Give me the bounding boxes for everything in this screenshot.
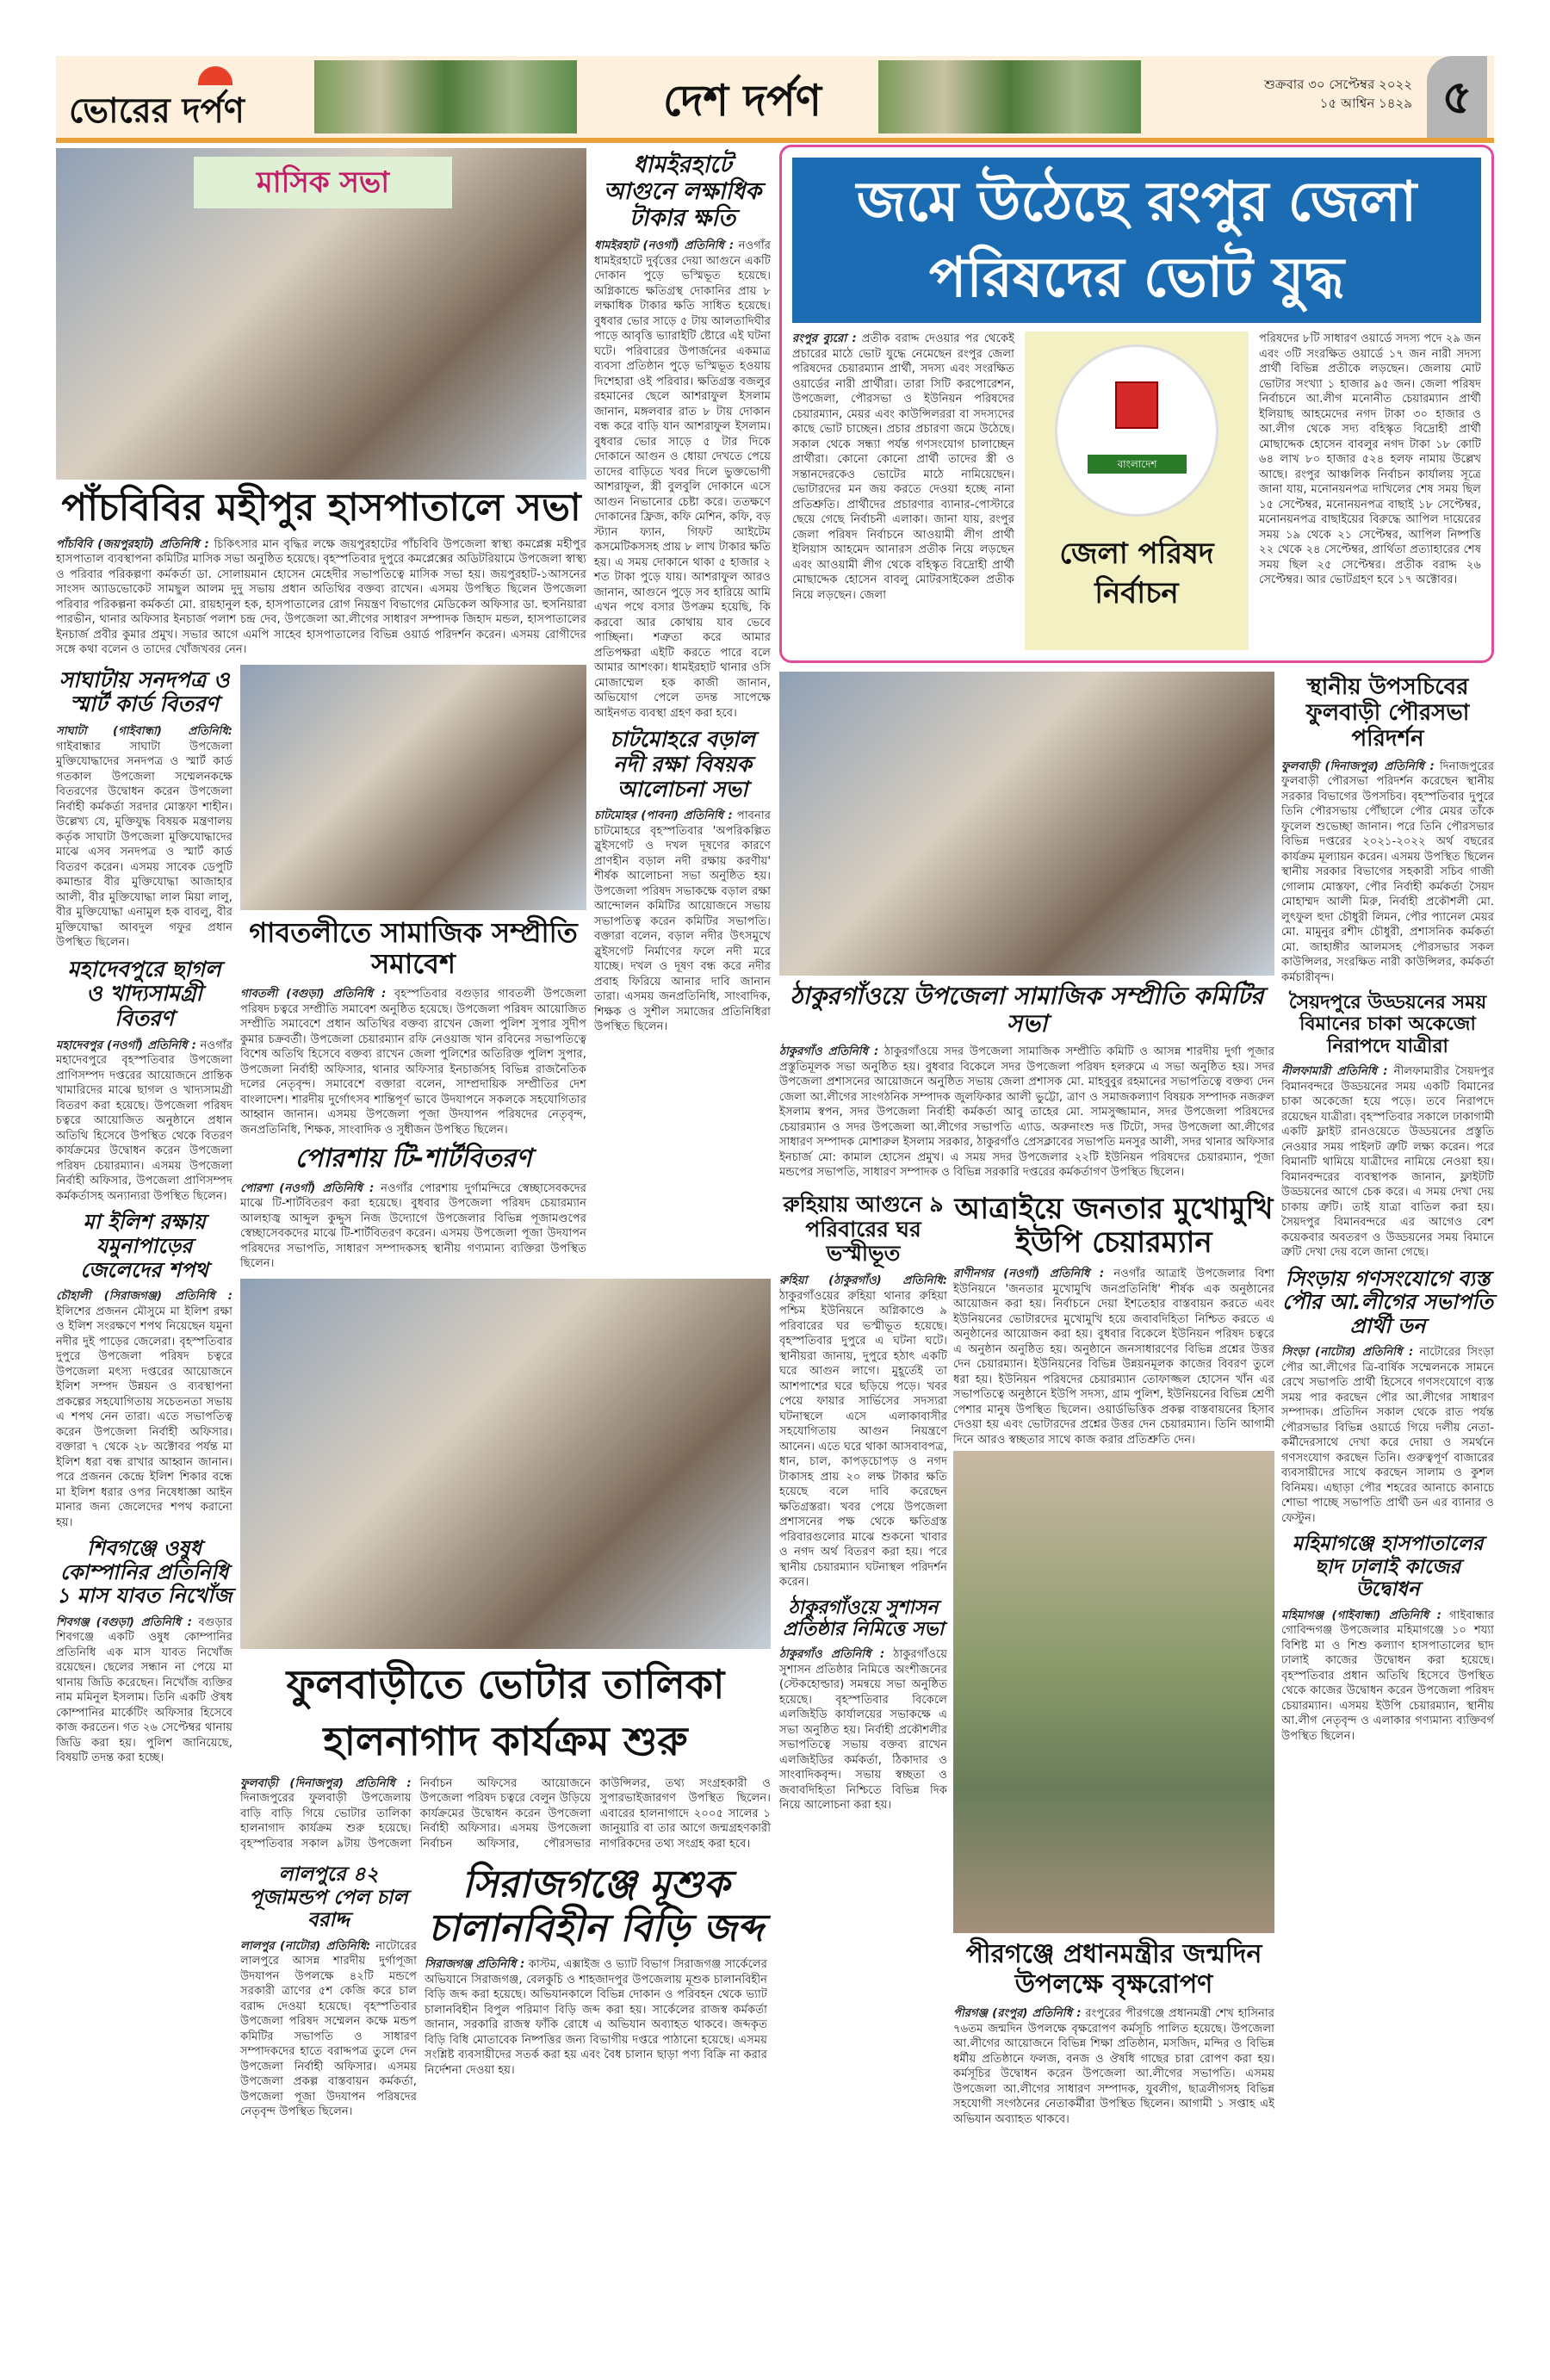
- article-body: চাটমোহর (পাবনা) প্রতিনিধি : পাবনার চাটমোহরে বৃহস্পতিবার 'অপরিকল্পিত স্লুইসগেট ও দখল দূষণের কারণে প্রাণহীন বড়াল নদী রক্ষায় করণীয়' শীর্ষক আলোচনা সভা অনুষ্ঠিত হয়। উপজেলা পরিষদ সভাকক্ষে বড়াল রক্ষা আন্দোলন কমিটির আয়োজনে সভায় সভাপতিত্ব করেন কমিটির সভাপতি। বক্তারা বলেন, বড়াল নদীর উৎসমুখে স্লুইসগেট নির্মাণের ফলে নদী মরে যাচ্ছে। দখল ও দূষণ বন্ধ করে নদীর প্রবাহ ফিরিয়ে আনার দাবি জানান তারা। এসময় জনপ্রতিনিধি, সাংবাদিক, শিক্ষক ও সুশীল সমাজের প্রতিনিধিরা উপস্থিত ছিলেন।: [594, 809, 771, 1034]
- article-body: রুহিয়া (ঠাকুরগাঁও) প্রতিনিধি: ঠাকুরগাঁওয়ের রুহিয়া থানার রুহিয়া পশ্চিম ইউনিয়নে অগ্নিকাণ্ডে ৯ পরিবারের ঘর ভস্মীভূত হয়েছে। বৃহস্পতিবার দুপুরে এ ঘটনা ঘটে। স্থানীয়রা জানায়, দুপুরে হঠাৎ একটি ঘরে আগুন লাগে। মুহূর্তেই তা আশপাশের ঘরে ছড়িয়ে পড়ে। খবর পেয়ে ফায়ার সার্ভিসের সদস্যরা ঘটনাস্থলে এসে এলাকাবাসীর সহযোগিতায় আগুন নিয়ন্ত্রণে আনেন। এতে ঘরে থাকা আসবাবপত্র, ধান, চাল, কাপড়চোপড় ও নগদ টাকাসহ প্রায় ২০ লক্ষ টাকার ক্ষতি হয়েছে বলে দাবি করেছেন ক্ষতিগ্রস্তরা। খবর পেয়ে উপজেলা প্রশাসনের পক্ষ থেকে ক্ষতিগ্রস্ত পরিবারগুলোর মাঝে শুকনো খাবার ও নগদ অর্থ বিতরণ করা হয়। পরে স্থানীয় চেয়ারম্যান ঘটনাস্থল পরিদর্শন করেন।: [779, 1274, 947, 1590]
- headline: গাবতলীতে সামাজিক সম্প্রীতি সমাবেশ: [249, 915, 578, 981]
- article-body: পোরশা (নওগাঁ) প্রতিনিধি : নওগাঁর পোরশায় দুর্গামন্দিরে স্বেচ্ছাসেবকদের মাঝে টি-শার্টবিতরণ করা হয়েছে। বুধবার উপজেলা পরিষদ চেয়ারম্যান আলহাজ্ব আব্দুল কুদ্দুস নিজ উদ্যোগে উপজেলার বিভিন্ন পূজামণ্ডপের স্বেচ্ছাসেবকদের মাঝে টি-শার্টবিতরণ করেন। এসময় উপজেলা পূজা উদযাপন পরিষদের সভাপতি, সাধারণ সম্পাদকসহ স্থানীয় গণ্যমান্য ব্যক্তিরা উপস্থিত ছিলেন।: [240, 1181, 586, 1271]
- headline: ফুলবাড়ীতে ভোটার তালিকা হালনাগাদ কার্যক্রম শুরু: [286, 1660, 725, 1764]
- ballot-box-icon: [1115, 381, 1158, 429]
- headline: চাটমোহরে বড়াল নদী রক্ষা বিষয়ক আলোচনা সভা: [610, 727, 755, 802]
- lower-left-block: [240, 1279, 771, 2120]
- banner-text: মাসিক সভা: [194, 157, 452, 208]
- article-body: শিবগঞ্জ (বগুড়া) প্রতিনিধি : বগুড়ার শিবগঞ্জে একটি ওষুধ কোম্পানির প্রতিনিধি এক মাস যাবত নিখোঁজ রয়েছেন। ছেলের সন্ধান না পেয়ে মা থানায় জিডি করেছেন। নিখোঁজ ব্যক্তির নাম মমিনুল ইসলাম। তিনি একটি ঔষধ কোম্পানির মার্কেটিং অফিসার হিসেবে কাজ করতেন। গত ২৬ সেপ্টেম্বর থানায় জিডি করা হয়। পুলিশ জানিয়েছে, বিষয়টি তদন্ত করা হচ্ছে।: [56, 1615, 232, 1765]
- headline: পাঁচবিবির মহীপুর হাসপাতালে সভা: [61, 486, 581, 530]
- headline: মহাদেবপুরে ছাগল ও খাদ্যসামগ্রী বিতরণ: [67, 956, 221, 1032]
- headline: আত্রাইয়ে জনতার মুখোমুখি ইউপি চেয়ারম্যান: [954, 1191, 1274, 1260]
- headline: লালপুরে ৪২ পূজামন্ডপ পেল চাল বরাদ্দ: [249, 1863, 408, 1932]
- rally-photo: [240, 665, 586, 910]
- right-column: [1281, 672, 1494, 1744]
- article-body: নীলফামারী প্রতিনিধি : নীলফামারীর সৈয়দপুর বিমানবন্দরে উড্ডয়নের সময় একটি বিমানের চাকা অকেজো হয়ে পড়ে। তবে নিরাপদে রয়েছেন যাত্রীরা। বৃহস্পতিবার সকালে ঢাকাগামী একটি ফ্লাইট রানওয়েতে উড্ডয়নের প্রস্তুতি নেওয়ার সময় পাইলট ত্রুটি লক্ষ্য করেন। পরে বিমানটি থামিয়ে যাত্রীদের নামিয়ে নেওয়া হয়। বিমানবন্দরের ব্যবস্থাপক জানান, ফ্লাইটটি উড্ডয়নের আগে চেক করে। এ সময় দেখা দেয় চাকায় ত্রুটি। তাই যাত্রা বাতিল করা হয়। সৈয়দপুর বিমানবন্দরে এর আগেও বেশ কয়েকবার অবতরণ ও উড্ডয়নের সময় বিমানে ত্রুটি দেখা দেয় বলে জানা গেছে।: [1281, 1065, 1494, 1260]
- story-sirajganj: [425, 1860, 767, 2078]
- right-middle-row: [779, 1189, 1274, 2127]
- headline: ঠাকুরগাঁওয়ে সুশাসন প্রতিষ্ঠার নিমিত্তে সভা: [782, 1596, 945, 1640]
- header-photo-strip: [878, 60, 1141, 133]
- column-ruhiya: [779, 1189, 947, 1813]
- story-lalpur: [240, 1860, 417, 2119]
- lead-story-box: [779, 145, 1494, 663]
- article-body: লালপুর (নাটোর) প্রতিনিধি: নাটোরের লালপুরে আসন্ন শারদীয় দুর্গাপূজা উদযাপন উপলক্ষে ৪২টি মন্ডপে সরকারী ত্রাণের ৫শ কেজি করে চাল বরাদ্দ দেওয়া হয়েছে। বৃহস্পতিবার উপজেলা পরিষদ সম্মেলন কক্ষে মন্ডপ কমিটির সভাপতি ও সাধারণ সম্পাদকদের হাতে বরাদ্দপত্র তুলে দেন উপজেলা নির্বাহী অফিসার। এসময় উপজেলা প্রকল্প বাস্তবায়ন কর্মকর্তা, উপজেলা পূজা উদযাপন পরিষদের নেতৃবৃন্দ উপস্থিত ছিলেন।: [240, 1939, 417, 2118]
- group-photo: [240, 1279, 771, 1649]
- emblem-circle: [1055, 344, 1218, 517]
- header-divider: [56, 138, 1494, 143]
- article-body: পাঁচবিবি (জয়পুরহাট) প্রতিনিধি : চিকিৎসার মান বৃদ্ধির লক্ষে জয়পুরহাটের পাঁচবিবি উপজেলা স্বাস্থ্য কমপ্লেক্স মহীপুর হাসপাতাল ব্যবস্থাপনা কমিটির মাসিক সভা অনুষ্ঠিত হয়েছে। বৃহস্পতিবার দুপুরে কমপ্লেক্সের অডিটরিয়ামে উপজেলা স্বাস্থ্য ও পরিবার পরিকল্পণা কর্মকর্তা ডা. সোলায়মান হোসেন মেহেদীর সভাপতিত্বে মাসিক সভা হয়। জয়পুরহাট-১আসনের সাংসদ অ্যাডভোকেট সামছুল আলম দুদু সভায় প্রধান অতিথির বক্তব্য রাখেন। এসময় উপস্থিত ছিলেন উপজেলা পরিবার পরিকল্পনা কর্মকর্তা মো. রায়হানুল হক, হাসপাতালের রোগ নিয়ন্ত্রণ বিভাগের মেডিকেল অফিসার ডা. হুসনিয়ারা পারভীন, থানার অফিসার ইনচার্জ পলাশ চন্দ্র দেব, উপজেলা আ.লীগের সাধারণ সম্পাদক জিহাদ মন্ডল, হাসপাতালের ইনচার্জ প্রবীর কুমার প্রমুখ। সভার আগে এমপি সাহেব হাসপাতালের বিভিন্ন ওয়ার্ড পরিদর্শন করেন। এসময় রোগীদের সঙ্গে কথা বলেন ও তাদের খোঁজখবর নেন।: [56, 537, 586, 657]
- column-a: [56, 665, 232, 1766]
- headline: পীরগঞ্জে প্রধানমন্ত্রীর জন্মদিন উপলক্ষে বৃক্ষরোপণ: [965, 1939, 1262, 1999]
- headline: ধামইরহাটে আগুনে লক্ষাধিক টাকার ক্ষতি: [603, 152, 762, 232]
- article-body: রাণীনগর (নওগাঁ) প্রতিনিধি : নওগাঁর আত্রাই উপজেলার বিশা ইউনিয়নে 'জনতার মুখোমুখি জনপ্রতিনিধি' শীর্ষক এক অনুষ্ঠানের আয়োজন করা হয়। নির্বাচনে দেয়া ইশতেহার বাস্তবায়ন করতে এবং ইউনিয়নের ভোটারদের মুখোমুখি হয়ে জবাবদিহিতা নিশ্চিত করতে এ অনুষ্ঠানের আয়োজন করা হয়। বুধবার বিকেলে ইউনিয়ন পরিষদ চত্বরে এ অনুষ্ঠান অনুষ্ঠিত হয়। অনুষ্ঠানে জনসাধারণের বিভিন্ন প্রশ্নের উত্তর দেন চেয়ারম্যান। ইউনিয়নের বিভিন্ন উন্নয়নমূলক কাজের বিবরণ তুলে ধরা হয়। ইউনিয়ন পরিষদের চেয়ারম্যান তোফাজ্জল হোসেন খাঁন এর সভাপতিত্বে অনুষ্ঠানে ইউপি সদস্য, গ্রাম পুলিশ, ইউনিয়নের বিভিন্ন শ্রেণী পেশার মানুষ উপস্থিত ছিলেন। ওয়ার্ডভিত্তিক প্রকল্প বাস্তবায়নের হিসাব দেওয়া হয় এবং ভোটারদের প্রশ্নের উত্তর দেন চেয়ারম্যান। তিনি আগামী দিনে আরও স্বচ্ছতার সাথে কাজ করার প্রতিশ্রুতি দেন।: [953, 1267, 1274, 1447]
- page-number: ৫: [1427, 56, 1487, 138]
- story-panchbibi: [56, 148, 586, 658]
- election-commission-emblem: [1025, 332, 1249, 650]
- emblem-ribbon: বাংলাদেশ: [1088, 455, 1187, 474]
- headline: সাঘাটায় সনদপত্র ও স্মার্ট কার্ড বিতরণ: [59, 666, 230, 717]
- sun-icon: [198, 66, 232, 85]
- headline: সৈয়দপুরে উড্ডয়নের সময় বিমানের চাকা অকেজো নিরাপদে যাত্রীরা: [1288, 992, 1487, 1057]
- article-body: ফুলবাড়ী (দিনাজপুর) প্রতিনিধি : দিনাজপুরের ফুলবাড়ী উপজেলায় বাড়ি বাড়ি গিয়ে ভোটার তালিকা হালনাগাদ কার্যক্রম শুরু হয়েছে। বৃহস্পতিবার সকাল ৯টায় উপজেলা নির্বাচন অফিসের আয়োজনে উপজেলা পরিষদ চত্বরে বেলুন উড়িয়ে কার্যক্রমের উদ্বোধন করেন উপজেলা নির্বাহী অফিসার। এসময় উপজেলা নির্বাচন অফিসার, পৌরসভার কাউন্সিলর, তথ্য সংগ্রহকারী ও সুপারভাইজারগণ উপস্থিত ছিলেন। এবারের হালনাগাদে ২০০৫ সালের ১ জানুয়ারি বা তার আগে জন্মগ্রহণকারী নাগরিকদের তথ্য সংগ্রহ করা হবে।: [240, 1776, 771, 1850]
- column-atrai: [953, 1189, 1274, 2127]
- article-body: ঠাকুরগাঁও প্রতিনিধি : ঠাকুরগাঁওয়ে সদর উপজেলা সামাজিক সম্প্রীতি কমিটি ও আসন্ন শারদীয় দুর্গা পূজার প্রস্তুতিমূলক সভা অনুষ্ঠিত হয়। বুধবার বিকেলে সদর উপজেলা পরিষদ হলরুমে এ সভা অনুষ্ঠিত হয়। সদর উপজেলা প্রশাসনের আয়োজনে অনুষ্ঠিত সভায় জেলা প্রশাসক মো. মাহবুবুর রহমানের সভাপতিত্বে বক্তব্য দেন জেলা আ.লীগের সাংগঠনিক সম্পাদক জুলফিকার আলী ভুট্টো, ত্রাণ ও সমাজকল্যাণ বিষয়ক সম্পাদক নজরুল ইসলাম স্বপন, সদর উপজেলা নির্বাহী কর্মকর্তা আবু তাহের মো. সামসুজ্জামান, সদর উপজেলা পরিষদের চেয়ারম্যান ও সদর উপজেলা আ.লীগের সভাপতি এ্যাড. অরুনাংশু দত্ত টিটো, সদর উপজেলা আ.লীগের সাধারণ সম্পাদক মোশারুল ইসলাম সরকার, ঠাকুরগাঁও প্রেসক্লাবের সভাপতি মনসুর আলী, সদর থানার অফিসার ইনচার্জ মো: কামাল হোসেন প্রমুখ। এ সময় সদর উপজেলার ২২টি ইউনিয়ন পরিষদের চেয়ারম্যান, পূজা মন্ডপের সভাপতি, সাধারণ সম্পাদক ও বিভিন্ন সরকারি দপ্তরের কর্মকর্তাগণ উপস্থিত ছিলেন।: [779, 1045, 1274, 1180]
- article-body: ধামইরহাট (নওগাঁ) প্রতিনিধি : নওগাঁর ধামইরহাটে দুর্বৃত্তের দেয়া আগুনে একটি দোকান পুড়ে ভস্মিভূত হয়েছে। অগ্নিকান্ডে ক্ষতিগ্রস্থ দোকানির প্রায় ৮ লক্ষাধিক টাকার ক্ষতি সাধিত হয়েছে। বুধবার ভোর সাড়ে ৫ টায় আলতাদিঘীর পাড়ে আবৃত্তি ভ্যারাইটি ষ্টোরে এই ঘটনা ঘটে। পরিবারের উপার্জনের একমাত্র ব্যবসা প্রতিষ্ঠান পুড়ে ভস্মিভূত হওয়ায় দিশেহারা ওই পরিবার। ক্ষতিগ্রস্ত বজলুর রহমানের ছেলে আশরাফুল ইসলাম জানান, মঙ্গলবার রাত ৮ টায় দোকান বন্ধ করে বাড়ি যান আশরাফুল ইসলাম। বুধবার ভোর সাড়ে ৫ টার দিকে দোকানে আগুন ও ধোয়া দেখতে পেয়ে তাদের বাড়িতে খবর দিলে ভুক্তভোগী আশরাফুল, স্ত্রী বুলবুলি দোকানে এসে আগুন নিভানোর চেষ্টা করে। ততক্ষণে দোকানের ফ্রিজ, কফি মেশিন, কফি, বড় স্ট্যান ফ্যান, গিফট আইটেম কসমেটিকসসহ প্রায় ৮ লাখ টাকার ক্ষতি হয়। এ সময় দোকানে থাকা ৫ হাজার ২ শত টাকা পুড়ে যায়। আশরাফুল আরও জানান, আগুনে পুড়ে সব হারিয়ে আমি এখন পথে বসার উপক্রম হয়েছি, কি করবো আর কোথায় যাব ভেবে পাচ্ছিনা। শত্রুতা করে আমার প্রতিপক্ষরা এইটি করতে পারে বলে আমার আশংকা। ধামইরহাট থানার ওসি মোজাম্মেল হক কাজী জানান, অভিযোগ পেলে তদন্ত সাপেক্ষে আইনগত ব্যবস্থা গ্রহণ করা হবে।: [594, 239, 771, 720]
- headline: শিবগঞ্জে ওষুধ কোম্পানির প্রতিনিধি ১ মাস যাবত নিখোঁজ: [56, 1536, 232, 1608]
- article-body: মহাদেবপুর (নওগাঁ) প্রতিনিধি : নওগাঁর মহাদেবপুরে বৃহস্পতিবার উপজেলা প্রাণিসম্পদ দপ্তরের আয়োজনে প্রান্তিক খামারিদের মাঝে ছাগল ও খাদ্যসামগ্রী বিতরণ করা হয়েছে। উপজেলা পরিষদ চত্বরে আয়োজিত অনুষ্ঠানে প্রধান অতিথি হিসেবে উপস্থিত থেকে বিতরণ কার্যক্রমের উদ্বোধন করেন উপজেলা পরিষদ চেয়ারম্যান। এসময় উপজেলা নির্বাহী অফিসার, উপজেলা প্রাণিসম্পদ কর্মকর্তাসহ অন্যান্যরা উপস্থিত ছিলেন।: [56, 1038, 232, 1203]
- lead-headline: জমে উঠেছে রংপুর জেলা পরিষদের ভোট যুদ্ধ: [792, 158, 1481, 323]
- article-body: সিরাজগঞ্জ প্রতিনিধি : কাস্টম, এক্সাইজ ও ভ্যাট বিভাগ সিরাজগঞ্জ সার্কেলের অভিযানে সিরাজগঞ্জ, বেলকুচি ও শাহজাদপুর উপজেলায় মূশুক চালানবিহীন বিড়ি জব্দ করা হয়েছে। অভিযানকালে বিভিন্ন দোকান ও পরিবহন থেকে ভ্যাট চালানবিহীন বিপুল পরিমাণ বিড়ি জব্দ করা হয়। সার্কেলের রাজস্ব কর্মকর্তা জানান, সরকারি রাজস্ব ফাঁকি রোধে এ অভিযান অব্যাহত থাকবে। জব্দকৃত বিড়ি বিধি মোতাবেক নিষ্পত্তির জন্য বিভাগীয় দপ্তরে পাঠানো হয়েছে। এসময় সংশ্লিষ্ট ব্যবসায়ীদের সতর্ক করা হয় এবং বৈধ চালান ছাড়া পণ্য বিক্রি না করার নির্দেশনা দেওয়া হয়।: [425, 1958, 768, 2077]
- left-section: [56, 148, 771, 2120]
- article-body: চৌহালী (সিরাজগঞ্জ) প্রতিনিধি : ইলিশের প্রজনন মৌসুমে মা ইলিশ রক্ষা ও ইলিশ সংরক্ষণে শপথ নিয়েছেন যমুনা নদীর দুই পাড়ের জেলেরা। বৃহস্পতিবার দুপুরে উপজেলা পরিষদ চত্বরে উপজেলা মৎস্য দপ্তরের আয়োজনে ইলিশ সম্পদ উন্নয়ন ও ব্যবস্থাপনা প্রকল্পের সহযোগিতায় সচেতনতা সভায় এ শপথ নেন তারা। এতে সভাপতিত্ব করেন উপজেলা নির্বাহী অফিসার। বক্তারা ৭ থেকে ২৮ অক্টোবর পর্যন্ত মা ইলিশ ধরা বন্ধ রাখার আহ্বান জানান। পরে প্রজনন কেন্দ্রে ইলিশ শিকার বন্ধে মা ইলিশ ধরার ওপর নিষেধাজ্ঞা আইন মানার জন্য জেলেদের শপথ করানো হয়।: [56, 1290, 232, 1529]
- article-body: ঠাকুরগাঁও প্রতিনিধি : ঠাকুরগাঁওয়ে সুশাসন প্রতিষ্ঠার নিমিত্তে অংশীজনের (স্টেকহোল্ডার) সমন্বয়ে সভা অনুষ্ঠিত হয়েছে। বৃহস্পতিবার বিকেলে এলজিইডি কার্যালয়ের সভাকক্ষে এ সভা অনুষ্ঠিত হয়। নির্বাহী প্রকৌশলীর সভাপতিত্বে সভায় বক্তব্য রাখেন এলজিইডির কর্মকর্তা, ঠিকাদার ও সাংবাদিকবৃন্দ। সভায় স্বচ্ছতা ও জবাবদিহিতা নিশ্চিতে বিভিন্ন দিক নিয়ে আলোচনা করা হয়।: [779, 1648, 947, 1813]
- article-body: পরিষদের ৮টি সাধারণ ওয়ার্ডে সদস্য পদে ২৯ জন এবং ৩টি সংরক্ষিত ওয়ার্ডে ১৭ জন নারী সদস্য প্রার্থী বিভিন্ন প্রতীকে লড়ছেন। জেলায় মোট ভোটার সংখ্যা ১ হাজার ৯৫ জন। জেলা পরিষদ নির্বাচনে আ.লীগ মনোনীত চেয়ারম্যান প্রার্থী ইলিয়াছ আহমেদের নগদ টাকা ৩০ হাজার ও আ.লীগ থেকে সদ্য বহিস্কৃত বিদ্রোহী প্রার্থী মোছাদ্দেক হোসেন বাবলুর নগদ টাকা ১৮ কোটি ৬৪ লাখ ৮০ হাজার ৫২৪ হলফ নামায় উল্লেখ আছে। রংপুর আঞ্চলিক নির্বাচন কার্যালয় সূত্রে জানা যায়, মনোনয়নপত্র দাখিলের শেষ সময় ছিল ১৫ সেপ্টেম্বর, মনোনয়নপত্র বাছাই ১৮ সেপ্টেম্বর, মনোনয়নপত্র বাছাইয়ের বিরুদ্ধে আপিল দায়েরের সময় ১৯ থেকে ২১ সেপ্টেম্বর, আপিল নিষ্পত্তি ২২ থেকে ২৪ সেপ্টেম্বর, প্রার্থিতা প্রত্যাহারের শেষ সময় ছিল ২৫ সেপ্টেম্বর। প্রতীক বরাদ্দ ২৬ সেপ্টেম্বর। আর ভোটগ্রহণ হবে ১৭ অক্টোবর।: [1259, 332, 1481, 586]
- article-body: ফুলবাড়ী (দিনাজপুর) প্রতিনিধি : দিনাজপুরের ফুলবাড়ী পৌরসভা পরিদর্শন করেছেন স্থানীয় সরকার বিভাগের উপসচিব। বৃহস্পতিবার দুপুরে তিনি পৌরসভায় পৌঁছালে পৌর মেয়র তাঁকে ফুলেল শুভেচ্ছা জানান। পরে তিনি পৌরসভার বিভিন্ন দপ্তরের ২০২১-২০২২ অর্থ বছরের কার্যক্রম মূল্যায়ন করেন। এসময় উপস্থিত ছিলেন স্থানীয় সরকার বিভাগের সহকারী সচিব গাজী গোলাম মোস্তফা, পৌর নির্বাহী কর্মকর্তা সৈয়দ মোহাম্মদ আলী মিরু, নির্বাহী প্রকৌশলী মো. লুৎফুল হুদা চৌধুরী লিমন, পৌর প্যানেল মেয়র মো. মামুনুর রশীদ চৌধুরী, প্রশাসনিক কর্মকর্তা মো. জাহাঙ্গীর আলমসহ পৌরসভার সকল কাউন্সিলর, সংরক্ষিত নারী কাউন্সিলর, কর্মকর্তা কর্মচারীবৃন্দ।: [1281, 759, 1494, 984]
- headline: সিরাজগঞ্জে মূশুক চালানবিহীন বিড়ি জব্দ: [428, 1862, 764, 1950]
- right-middle-block: [779, 672, 1274, 2127]
- headline: পোরশায় টি-শার্টবিতরণ: [294, 1144, 532, 1175]
- headline: মহিমাগঞ্জে হাসপাতালের ছাদ ঢালাই কাজের উদ্বোধন: [1292, 1533, 1484, 1602]
- meeting-photo: [56, 148, 586, 480]
- section-title: দেশ দর্পণ: [663, 76, 822, 126]
- headline: ঠাকুরগাঁওয়ে উপজেলা সামাজিক সম্প্রীতি কমিটির সভা: [790, 982, 1264, 1038]
- article-body: মহিমাগঞ্জ (গাইবান্ধা) প্রতিনিধি : গাইবান্ধার গোবিন্দগঞ্জ উপজেলার মহিমাগঞ্জে ১০ শয্যা বিশিষ্ট মা ও শিশু কল্যাণ হাসপাতালের ছাদ ঢালাই কাজের উদ্বোধন করা হয়েছে। বৃহস্পতিবার প্রধান অতিথি হিসেবে উপস্থিত থেকে কাজের উদ্বোধন করেন উপজেলা পরিষদ চেয়ারম্যান। এসময় ইউপি চেয়ারম্যান, স্থানীয় আ.লীগ নেতৃবৃন্দ ও এলাকার গণ্যমান্য ব্যক্তিবর্গ উপস্থিত ছিলেন।: [1281, 1608, 1494, 1743]
- right-section: [779, 145, 1494, 2127]
- article-body: সিংড়া (নাটোর) প্রতিনিধি : নাটোরের সিংড়া পৌর আ.লীগের ত্রি-বার্ষিক সম্মেলনকে সামনে রেখে সভাপতি প্রার্থী হিসেবে গণসংযোগে ব্যস্ত সময় পার করছেন পৌর আ.লীগের সাধারণ সম্পাদক। প্রতিদিন সকাল থেকে রাত পর্যন্ত পৌরসভার বিভিন্ন ওয়ার্ডে গিয়ে দলীয় নেতা-কর্মীদেরসাথে দেখা করে দোয়া ও সমর্থনে গণসংযোগ করছেন তিনি। গুরুত্বপূর্ণ বাজারের ব্যবসায়ীদের সাথে করছেন সালাম ও কুশল বিনিময়। এছাড়া পৌর শহরের আনাচে কানাচে শোভা পাচ্ছে সভাপতি প্রার্থী ডন এর ব্যানার ও ফেস্টুন।: [1281, 1346, 1494, 1525]
- header-photo-strip: [314, 60, 577, 133]
- column-b: [240, 665, 586, 1272]
- headline: মা ইলিশ রক্ষায় যমুনাপাড়ের জেলেদের শপথ: [80, 1210, 208, 1282]
- article-body: গাবতলী (বগুড়া) প্রতিনিধি : বৃহস্পতিবার বগুড়ার গাবতলী উপজেলা পরিষদ চত্বরে সম্প্রীতি সমাবেশ অনুষ্ঠিত হয়েছে। উপজেলা পরিষদ আয়োজিত সম্প্রীতি সমাবেশে প্রধান অতিথির বক্তব্য রাখেন জেলা পুলিশ সুপার সুদীপ কুমার চক্রবর্তী। উপজেলা চেয়ারম্যান রফি নেওয়াজ খান রবিনের সভাপতিত্বে বিশেষ অতিথি হিসেবে বক্তব্য রাখেন জেলা পুলিশের অতিরিক্ত পুলিশ সুপার, উপজেলা নির্বাহী অফিসার, থানার অফিসার ইনচার্জসহ বিভিন্ন রাজনৈতিক দলের নেতৃবৃন্দ। সমাবেশে বক্তারা বলেন, সাম্প্রদায়িক সম্প্রীতির দেশ বাংলাদেশ। শারদীয় দুর্গোৎসব শান্তিপূর্ণ ভাবে উদযাপনে সকলকে সহযোগিতার আহ্বান জানান। এসময় উপজেলা পূজা উদযাপন পরিষদের নেতৃবৃন্দ, জনপ্রতিনিধি, শিক্ষক, সাংবাদিক ও সুধীজন উপস্থিত ছিলেন।: [240, 988, 587, 1137]
- lead-body-row: [792, 332, 1481, 650]
- headline: স্থানীয় উপসচিবের ফুলবাড়ী পৌরসভা পরিদর্শন: [1305, 674, 1470, 752]
- headline: রুহিয়ায় আগুনে ৯ পরিবারের ঘর ভস্মীভূত: [783, 1191, 944, 1267]
- newspaper-logo[interactable]: ভোরের দর্পণ: [69, 65, 301, 129]
- emblem-caption: জেলা পরিষদ নির্বাচন: [1059, 536, 1214, 610]
- gregorian-date: শুক্রবার ৩০ সেপ্টেম্বর ২০২২: [1263, 77, 1412, 92]
- issue-date: [1264, 75, 1412, 113]
- headline: সিংড়ায় গণসংযোগে ব্যস্ত পৌর আ.লীগের সভাপতি প্রার্থী ডন: [1281, 1266, 1494, 1338]
- article-body: পীরগঞ্জ (রংপুর) প্রতিনিধি : রংপুরের পীরগঞ্জে প্রধানমন্ত্রী শেখ হাসিনার ৭৬তম জন্মদিন উপলক্ষে বৃক্ষরোপণ কর্মসূচি পালিত হয়েছে। উপজেলা আ.লীগের আয়োজনে বিভিন্ন শিক্ষা প্রতিষ্ঠান, মসজিদ, মন্দির ও বিভিন্ন ধর্মীয় প্রতিষ্ঠানে ফলজ, বনজ ও ঔষধি গাছের চারা রোপণ করা হয়। কর্মসূচির উদ্বোধন করেন উপজেলা আ.লীগের সভাপতি। এসময় উপজেলা আ.লীগের সাধারণ সম্পাদক, যুবলীগ, ছাত্রলীগসহ বিভিন্ন সহযোগী সংগঠনের নেতাকর্মীরা উপস্থিত ছিলেন। আগামী ১ সপ্তাহ এই অভিযান অব্যাহত থাকবে।: [953, 2007, 1274, 2126]
- column-c: [594, 148, 771, 1035]
- article-body: সাঘাটা (গাইবান্ধা) প্রতিনিধি: গাইবান্ধার সাঘাটা উপজেলা মুক্তিযোদ্ধাদের সনদপত্র ও স্মার্ট কার্ড গতকাল উপজেলা সম্মেলনকক্ষে বিতরণের উদ্বোধন করেন উপজেলা নির্বাহী কর্মকর্তা সরদার মোস্তফা শাহীন। উল্লেখ্য যে, মুক্তিযুদ্ধ বিষয়ক মন্ত্রণালয় কর্তৃক সাঘাটা উপজেলা মুক্তিযোদ্ধাদের মাঝে এসব সনদপত্র ও স্মার্ট কার্ড বিতরণ করেন। এসময় সাবেক ডেপুটি কমান্ডার বীর মুক্তিযোদ্ধা আজাহার আলী, বীর মুক্তিযোদ্ধা লাল মিয়া লালু, বীর মুক্তিযোদ্ধা এনামুল হক বাবলু, বীর মুক্তিযোদ্ধা আবদুল গফুর প্রধান উপস্থিত ছিলেন।: [56, 725, 232, 950]
- conference-photo: [779, 672, 1274, 976]
- masthead: [56, 56, 1494, 138]
- lower-row: [240, 1860, 771, 2119]
- article-body: রংপুর ব্যুরো : প্রতীক বরাদ্দ দেওয়ার পর থেকেই প্রচারের মাঠে ভোট যুদ্ধে নেমেছেন রংপুর জেলা পরিষদের চেয়ারম্যান প্রার্থী, সদস্য এবং সংরক্ষিত ওয়ার্ডের নারী প্রার্থীরা। তারা সিটি করপোরেশন, উপজেলা, পৌরসভা ও ইউনিয়ন পরিষদের চেয়ারম্যান, মেয়র এবং কাউন্সিলররা বা সদস্যদের কাছে ভোট চাচ্ছেন। প্রচার প্রচারণা জমে উঠেছে। সকাল থেকে সন্ধ্যা পর্যন্ত গণসংযোগ চালাচ্ছেন প্রার্থীরা। কোনো কোনো প্রার্থী তাদের স্ত্রী ও সন্তানদেরকেও ভোটের মাঠে নামিয়েছেন। ভোটারদের মন জয় করতে দেওয়া হচ্ছে নানা প্রতিশ্রুতি। প্রার্থীদের প্রচারণার ব্যানার-পোস্টারে ছেয়ে গেছে নির্বাচনী এলাকা। জানা যায়, রংপুর জেলা পরিষদ নির্বাচনে আওয়ামী লীগ প্রার্থী ইলিয়াস আহমেদ আনারস প্রতীক নিয়ে লড়ছেন এবং আওয়ামী লীগ থেকে বহিস্কৃত বিদ্রোহী প্রার্থী মোছাদ্দেক হোসেন বাবলু মোটরসাইকেল প্রতীক নিয়ে লড়ছেন। জেলা: [792, 332, 1014, 602]
- bangla-date: ১৫ আশ্বিন ১৪২৯: [1319, 96, 1412, 111]
- tree-planting-photo: [953, 1451, 1274, 1933]
